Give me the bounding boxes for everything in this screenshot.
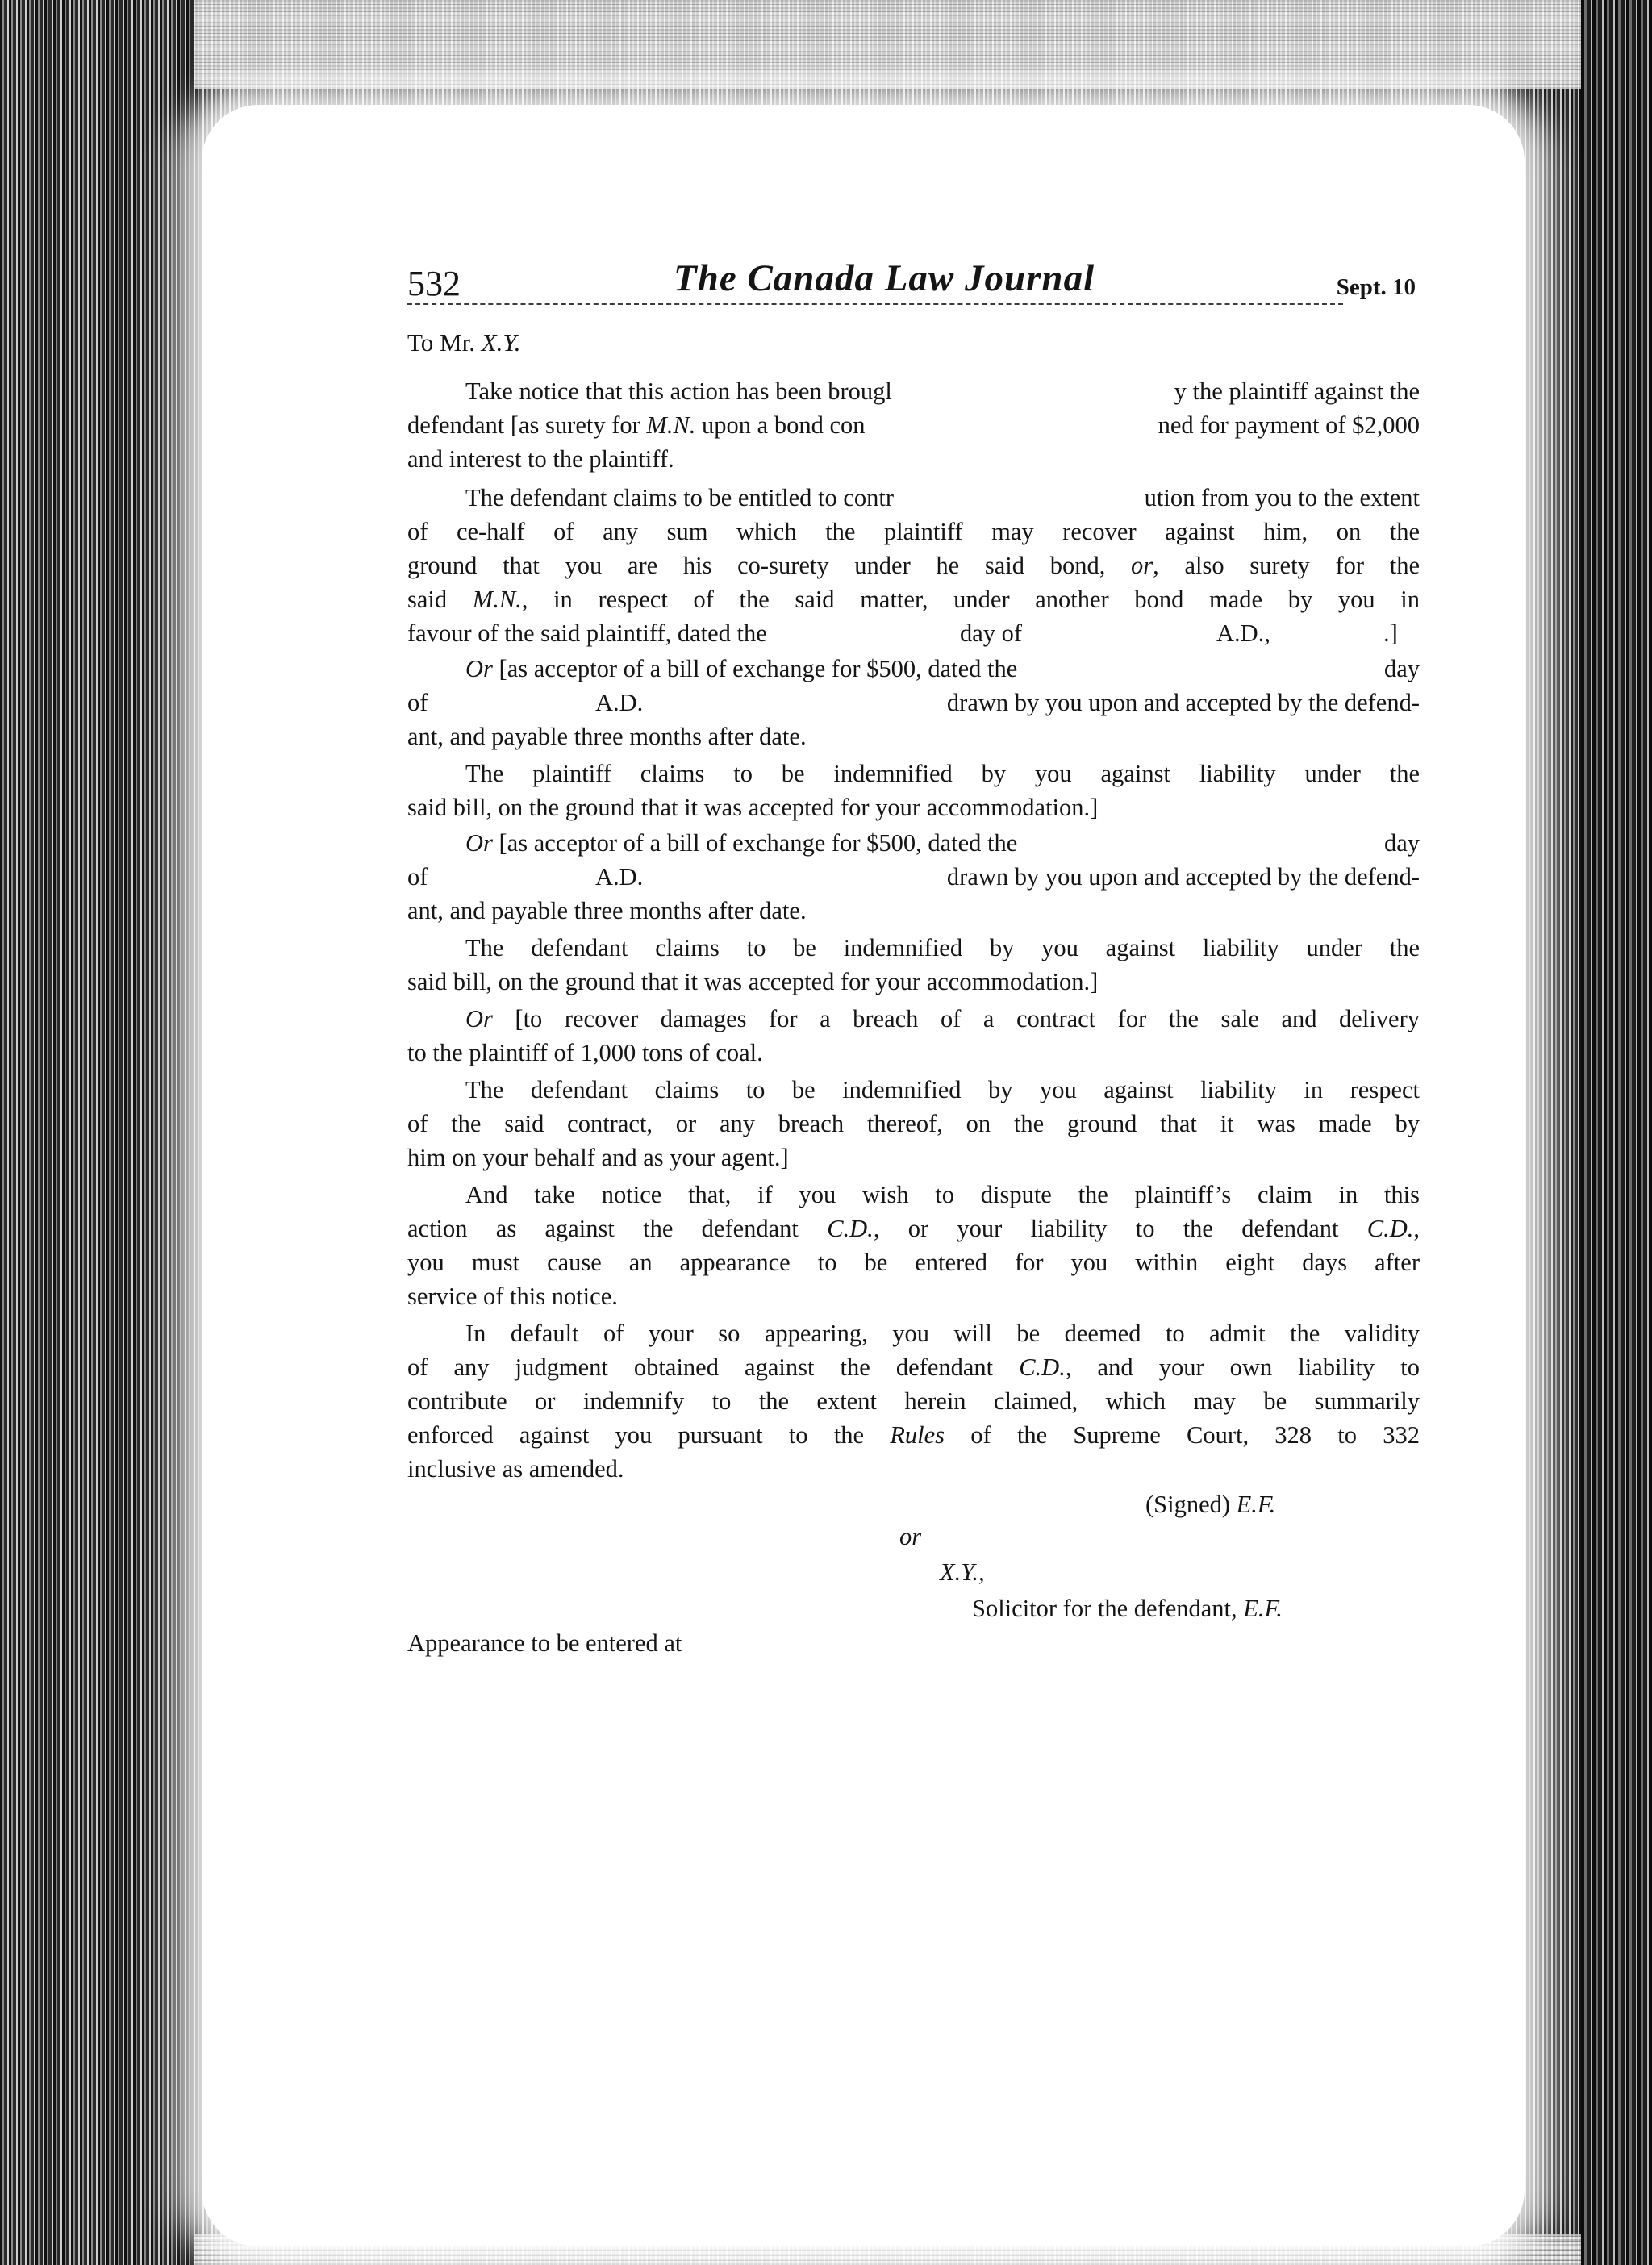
- page-number: 532: [407, 264, 461, 303]
- journal-title: The Canada Law Journal: [674, 257, 1095, 299]
- body-line: ant, and payable three months after date.: [407, 723, 807, 750]
- addressee-name: X.Y.: [481, 328, 521, 357]
- addressee-prefix: To Mr.: [407, 328, 482, 357]
- body-line: Or [as acceptor of a bill of exchange for $500, dated the day: [465, 829, 1420, 857]
- body-line: you must cause an appearance to be entered for you within eight days after: [407, 1249, 1420, 1276]
- body-line: And take notice that, if you wish to dispute the plaintiff’s claim in this: [465, 1181, 1420, 1208]
- body-line: service of this notice.: [407, 1283, 618, 1310]
- body-line: of the said contract, or any breach thereof, on the ground that it was made by: [407, 1110, 1420, 1137]
- body-line: [407, 378, 1420, 410]
- scan-right-edge: [1581, 0, 1652, 2265]
- signature-or: or: [899, 1523, 922, 1550]
- line-text: ned for payment of $2,000: [1158, 411, 1420, 439]
- body-line: said bill, on the ground that it was accepted for your accommodation.]: [407, 794, 1099, 821]
- body-line: and interest to the plaintiff.: [407, 445, 674, 473]
- body-line: him on your behalf and as your agent.]: [407, 1144, 789, 1171]
- header-rule: [407, 303, 1343, 305]
- body-line: inclusive as amended.: [407, 1455, 624, 1483]
- body-line: [407, 484, 1420, 516]
- body-line: contribute or indemnify to the extent herein claimed, which may be summarily: [407, 1387, 1420, 1415]
- line-text: y the plaintiff against the: [1174, 378, 1420, 405]
- signature-xy: X.Y.,: [940, 1558, 985, 1586]
- line-text: defendant [as surety for M.N. upon a bond con: [407, 411, 866, 439]
- body-line: action as against the defendant C.D., or your liability to the defendant C.D.,: [407, 1215, 1420, 1242]
- addressee: [407, 328, 521, 357]
- line-text: The defendant claims to be entitled to contr: [465, 484, 895, 511]
- body-line: The plaintiff claims to be indemnified by you against liability under the: [465, 760, 1420, 787]
- body-line: [407, 411, 1420, 444]
- page-content: [407, 0, 1420, 2265]
- body-line: The defendant claims to be indemnified by you against liability under the: [465, 934, 1420, 961]
- body-line: Or [as acceptor of a bill of exchange for $500, dated the day: [465, 655, 1420, 682]
- body-line: of any judgment obtained against the defendant C.D., and your own liability to: [407, 1354, 1420, 1381]
- body-line: ant, and payable three months after date.: [407, 897, 807, 924]
- issue-date: Sept. 10: [1336, 274, 1416, 300]
- line-text: ution from you to the extent: [1144, 484, 1420, 511]
- body-line: of A.D. drawn by you upon and accepted by the defend-: [407, 863, 1420, 891]
- body-line: of ce-half of any sum which the plaintiff may recover against him, on the: [407, 518, 1420, 545]
- appearance-line: Appearance to be entered at: [407, 1629, 682, 1657]
- solicitor-line: Solicitor for the defendant, E.F.: [972, 1595, 1283, 1622]
- body-line: favour of the said plaintiff, dated the day of A.D., .]: [407, 619, 1398, 647]
- line-text: Take notice that this action has been brougl: [465, 378, 892, 405]
- body-line: In default of your so appearing, you will be deemed to admit the validity: [465, 1320, 1420, 1347]
- signed-line: (Signed) E.F.: [1145, 1491, 1276, 1518]
- body-line: said bill, on the ground that it was accepted for your accommodation.]: [407, 968, 1099, 995]
- body-line: to the plaintiff of 1,000 tons of coal.: [407, 1039, 763, 1066]
- body-line: said M.N., in respect of the said matter, under another bond made by you in: [407, 586, 1420, 613]
- body-line: of A.D. drawn by you upon and accepted by the defend-: [407, 689, 1420, 716]
- body-line: Or [to recover damages for a breach of a contract for the sale and delivery: [465, 1005, 1420, 1032]
- body-line: The defendant claims to be indemnified by you against liability in respect: [465, 1076, 1420, 1103]
- body-line: ground that you are his co-surety under he said bond, or, also surety for the: [407, 552, 1420, 579]
- body-line: enforced against you pursuant to the Rules of the Supreme Court, 328 to 332: [407, 1421, 1420, 1449]
